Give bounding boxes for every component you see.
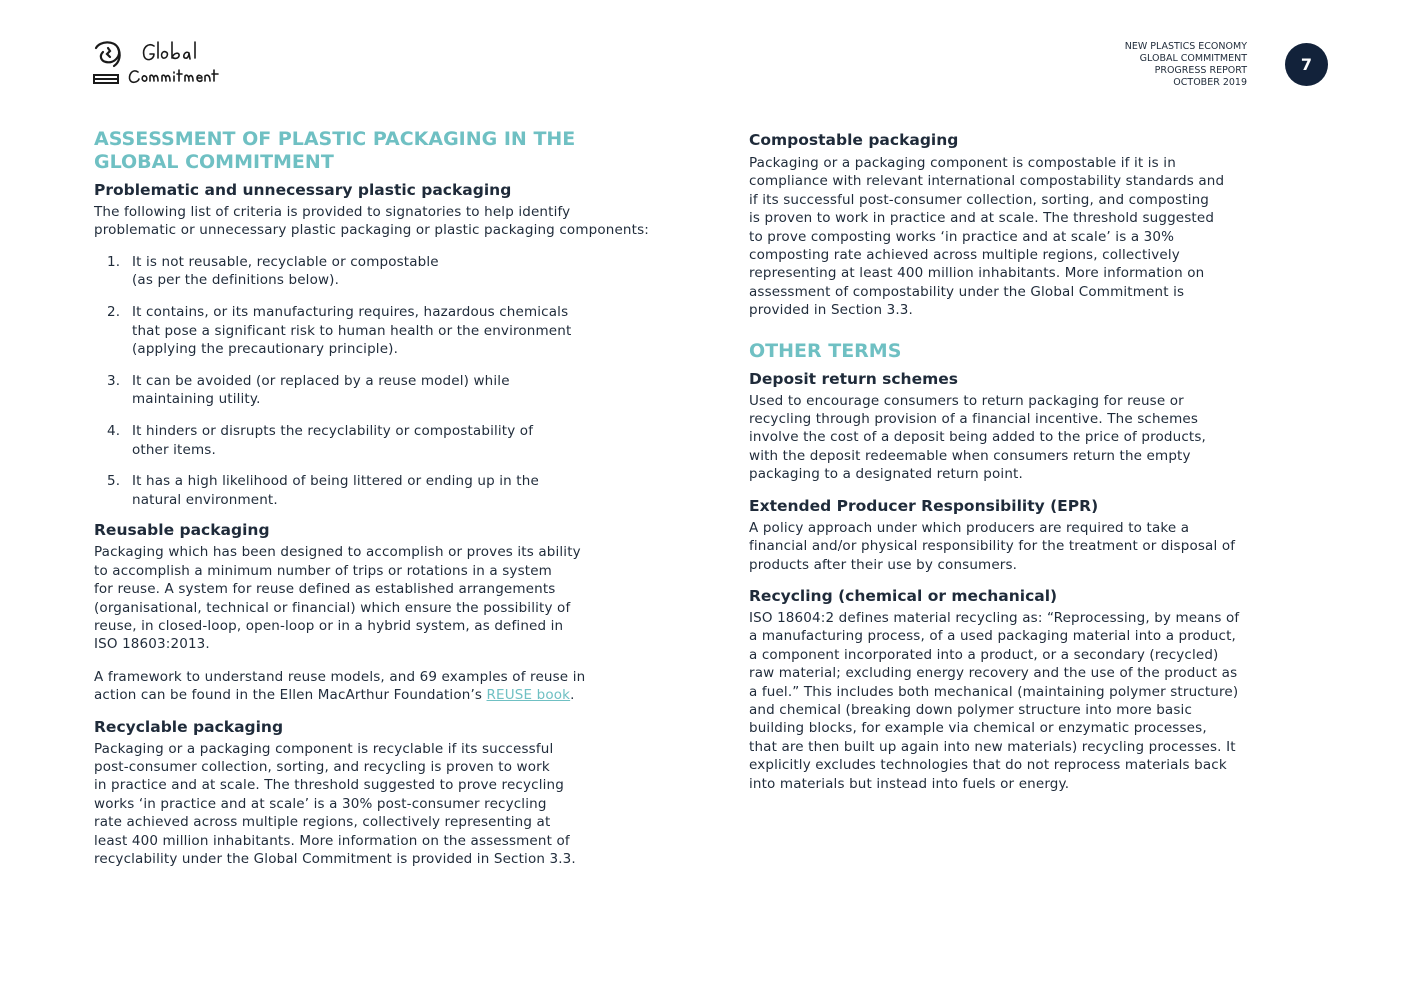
- text-line: Used to encourage consumers to return packaging for reuse or: [749, 392, 1184, 409]
- text-line: a component incorporated into a product, or a secondary (recycled): [749, 646, 1219, 663]
- text-line: reuse, in closed-loop, open-loop or in a hybrid system, as defined in: [94, 617, 564, 634]
- section-title-assessment: [94, 128, 660, 174]
- page-number-badge: 7: [1285, 43, 1328, 86]
- list-item-text: It contains, or its manufacturing requires, hazardous chemicals: [132, 304, 569, 321]
- list-item-text: It has a high likelihood of being littered or ending up in the: [132, 473, 539, 490]
- list-item-number: 2.: [107, 304, 121, 321]
- text-line: A framework to understand reuse models, and 69 examples of reuse in: [94, 668, 586, 685]
- text-line: involve the cost of a deposit being added to the price of products,: [749, 429, 1206, 446]
- section-title-other-terms: OTHER TERMS: [749, 339, 902, 362]
- heading-deposit: Deposit return schemes: [749, 369, 958, 388]
- text-line: packaging to a designated return point.: [749, 466, 1023, 483]
- text-line: and chemical (breaking down polymer structure into more basic: [749, 701, 1193, 718]
- epr-body: [749, 519, 1317, 574]
- heading-recycling: Recycling (chemical or mechanical): [749, 586, 1058, 605]
- recyclable-body: [94, 740, 660, 869]
- reusable-framework: [94, 668, 660, 705]
- heading-epr: Extended Producer Responsibility (EPR): [749, 496, 1099, 515]
- text-line: into materials but instead into fuels or energy.: [749, 775, 1070, 792]
- criteria-list: [94, 253, 660, 509]
- list-item-text: It is not reusable, recyclable or compostable: [132, 253, 439, 270]
- heading-reusable: Reusable packaging: [94, 521, 270, 540]
- text-line: building blocks, for example via chemical or enzymatic processes,: [749, 720, 1207, 737]
- text-line: Packaging which has been designed to accomplish or proves its ability: [94, 544, 581, 561]
- report-meta: [1125, 41, 1247, 89]
- text-line: with the deposit redeemable when consumers return the empty: [749, 447, 1191, 464]
- text-line: compliance with relevant international compostability standards and: [749, 173, 1225, 190]
- list-item-text: It can be avoided (or replaced by a reuse model) while: [132, 372, 510, 389]
- text-line: Packaging or a packaging component is recyclable if its successful: [94, 740, 554, 757]
- text-line: [94, 686, 660, 704]
- heading-problematic: Problematic and unnecessary plastic packaging: [94, 181, 512, 199]
- right-column: [749, 128, 1317, 793]
- list-item-number: 1.: [107, 253, 121, 270]
- left-column: [94, 128, 660, 868]
- reuse-book-link[interactable]: REUSE book: [486, 687, 571, 704]
- section-title-line: GLOBAL COMMITMENT: [94, 151, 334, 173]
- list-item-number: 4.: [107, 423, 121, 440]
- text-line: for reuse. A system for reuse defined as established arrangements: [94, 581, 556, 598]
- list-item-text: natural environment.: [132, 491, 278, 508]
- list-item-number: 5.: [107, 473, 121, 490]
- text-line: composting rate achieved across multiple regions, collectively: [749, 247, 1180, 264]
- list-item-text: It hinders or disrupts the recyclability or compostability of: [132, 423, 534, 440]
- problematic-intro: The following list of criteria is provided to signatories to help identify problematic or unnecessary plastic packaging or plastic packaging components:: [94, 204, 649, 239]
- list-item: [94, 253, 660, 290]
- recycling-body: [749, 609, 1317, 793]
- heading-recyclable: Recyclable packaging: [94, 717, 284, 736]
- list-item-text: other items.: [132, 441, 216, 458]
- text-line: products after their use by consumers.: [749, 556, 1018, 573]
- text-line: to prove composting works ‘in practice and at scale’ is a 30%: [749, 228, 1175, 245]
- text-line: post-consumer collection, sorting, and recycling is proven to work: [94, 758, 550, 775]
- list-item-text: (as per the definitions below).: [132, 272, 340, 289]
- global-commitment-logo: [92, 38, 222, 88]
- text-line: Packaging or a packaging component is compostable if it is in: [749, 155, 1176, 171]
- text-line: works ‘in practice and at scale’ is a 30% post-consumer recycling: [94, 795, 547, 812]
- list-item-number: 3.: [107, 372, 121, 389]
- meta-line: NEW PLASTICS ECONOMY: [1124, 41, 1247, 52]
- list-item: [94, 472, 660, 509]
- text-line: if its successful post-consumer collection, sorting, and composting: [749, 191, 1210, 208]
- deposit-body: [749, 392, 1317, 484]
- text-line: ISO 18604:2 defines material recycling as: “Reprocessing, by means of: [749, 609, 1240, 626]
- text-line: (organisational, technical or financial) which ensure the possibility of: [94, 599, 571, 616]
- text-line: a manufacturing process, of a used packaging material into a product,: [749, 628, 1236, 645]
- text-line: A policy approach under which producers are required to take a: [749, 519, 1190, 536]
- text-line: that are then built up again into new materials) recycling processes. It: [749, 738, 1236, 755]
- framework-text: action can be found in the Ellen MacArthur Foundation’s: [94, 687, 487, 704]
- framework-period: .: [570, 687, 575, 704]
- section-title-line: ASSESSMENT OF PLASTIC PACKAGING IN THE: [94, 128, 576, 150]
- reusable-body: [94, 543, 660, 653]
- heading-compostable: Compostable packaging: [749, 131, 959, 149]
- text-line: recycling through provision of a financial incentive. The schemes: [749, 411, 1199, 428]
- text-line: explicitly excludes technologies that do not reprocess materials back: [749, 757, 1227, 774]
- list-item-text: maintaining utility.: [132, 391, 261, 408]
- text-line: in practice and at scale. The threshold suggested to prove recycling: [94, 777, 564, 794]
- text-line: provided in Section 3.3.: [749, 302, 913, 319]
- text-line: is proven to work in practice and at scale. The threshold suggested: [749, 210, 1215, 227]
- list-item-text: that pose a significant risk to human health or the environment: [132, 322, 572, 339]
- list-item-text: (applying the precautionary principle).: [132, 340, 399, 357]
- list-item: [94, 303, 660, 358]
- text-line: to accomplish a minimum number of trips or rotations in a system: [94, 562, 552, 579]
- text-line: rate achieved across multiple regions, collectively representing at: [94, 814, 551, 831]
- meta-line: OCTOBER 2019: [1173, 77, 1247, 88]
- compostable-body: [749, 154, 1317, 320]
- meta-line: GLOBAL COMMITMENT: [1139, 53, 1247, 64]
- meta-line: PROGRESS REPORT: [1154, 65, 1247, 76]
- list-item: [94, 422, 660, 459]
- text-line: representing at least 400 million inhabitants. More information on: [749, 265, 1205, 282]
- text-line: raw material; excluding energy recovery and the use of the product as: [749, 665, 1238, 682]
- text-line: a fuel.” This includes both mechanical (maintaining polymer structure): [749, 683, 1239, 700]
- text-line: ISO 18603:2013.: [94, 636, 210, 653]
- text-line: recyclability under the Global Commitment is provided in Section 3.3.: [94, 850, 576, 867]
- text-line: assessment of compostability under the Global Commitment is: [749, 283, 1185, 300]
- text-line: financial and/or physical responsibility for the treatment or disposal of: [749, 538, 1236, 555]
- text-line: least 400 million inhabitants. More information on the assessment of: [94, 832, 570, 849]
- list-item: [94, 372, 660, 409]
